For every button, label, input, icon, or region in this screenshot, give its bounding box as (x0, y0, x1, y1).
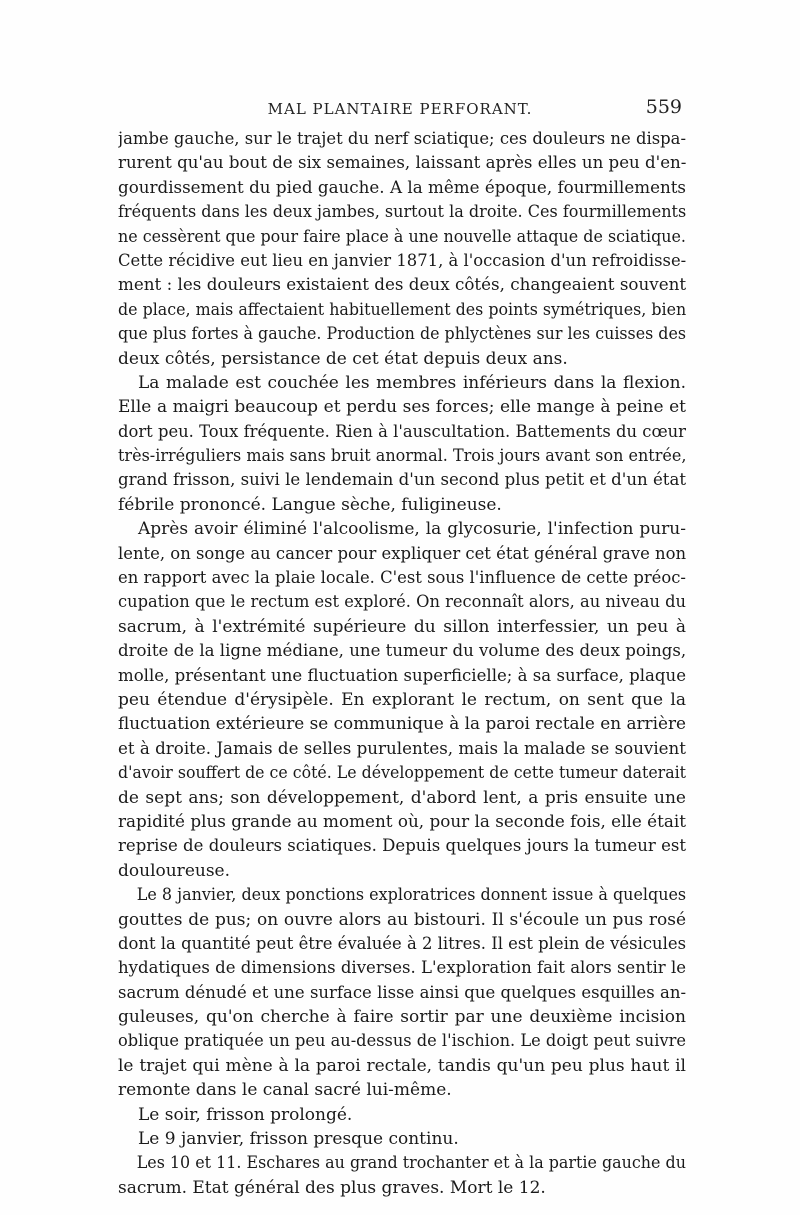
text-line: Le 9 janvier, frisson presque continu. (138, 1129, 459, 1150)
text-line: sacrum dénudé et une surface lisse ainsi que quelques esquilles an- (118, 982, 687, 1003)
text-line: rapidité plus grande au moment où, pour la seconde fois, elle était (118, 811, 686, 832)
text-line: très-irréguliers mais sans bruit anormal. Trois jours avant son entrée, (118, 446, 687, 467)
text-line: lente, on songe au cancer pour expliquer cet état général grave non (118, 543, 687, 564)
text-line: gourdissement du pied gauche. A la même époque, fourmillements (118, 177, 687, 198)
text-line: ment : les douleurs existaient des deux côtés, changeaient souvent (118, 275, 686, 296)
text-line: de place, mais affectaient habituellement des points symétriques, bien (118, 299, 687, 320)
text-line: sacrum, à l'extrémité supérieure du sillon interfessier, un peu à (118, 616, 686, 637)
text-line: dort peu. Toux fréquente. Rien à l'auscultation. Battements du cœur (118, 421, 686, 442)
text-line: sacrum. Etat général des plus graves. Mort le 12. (118, 1177, 546, 1198)
text-line: remonte dans le canal sacré lui-même. (118, 1080, 452, 1101)
text-line: que plus fortes à gauche. Production de phlyctènes sur les cuisses des (118, 324, 686, 345)
text-line: d'avoir souffert de ce côté. Le développement de cette tumeur daterait (118, 763, 686, 784)
page-number: 559 (645, 96, 682, 118)
text-line: gouttes de pus; on ouvre alors au bistouri. Il s'écoule un pus rosé (118, 909, 686, 930)
text-line: oblique pratiquée un peu au-dessus de l'ischion. Le doigt peut suivre (118, 1031, 686, 1052)
text-line: deux côtés, persistance de cet état depuis deux ans. (118, 348, 568, 369)
text-line: reprise de douleurs sciatiques. Depuis quelques jours la tumeur est (118, 836, 686, 857)
text-line: molle, présentant une fluctuation superficielle; à sa surface, plaque (118, 665, 687, 686)
running-title: MAL PLANTAIRE PERFORANT. (267, 100, 533, 118)
text-line: fréquents dans les deux jambes, surtout la droite. Ces fourmillements (118, 202, 686, 223)
text-line: Après avoir éliminé l'alcoolisme, la glycosurie, l'infection puru- (138, 519, 686, 540)
text-line: jambe gauche, sur le trajet du nerf sciatique; ces douleurs ne dispa- (118, 129, 687, 149)
text-line: peu étendue d'érysipèle. En explorant le rectum, on sent que la (118, 689, 686, 710)
text-line: Le 8 janvier, deux ponctions exploratrices donnent issue à quelques (136, 885, 686, 906)
text-line: hydatiques de dimensions diverses. L'exploration fait alors sentir le (118, 958, 686, 979)
text-line: cupation que le rectum est exploré. On reconnaît alors, au niveau du (118, 592, 686, 613)
text-line: le trajet qui mène à la paroi rectale, tandis qu'un peu plus haut il (118, 1055, 686, 1076)
text-line: Elle a maigri beaucoup et perdu ses forces; elle mange à peine et (118, 397, 686, 418)
text-line: grand frisson, suivi le lendemain d'un second plus petit et d'un état (118, 470, 686, 491)
running-head (118, 96, 682, 122)
text-line: droite de la ligne médiane, une tumeur du volume des deux poings, (118, 641, 686, 662)
text-line: guleuses, qu'on cherche à faire sortir par une deuxième incision (118, 1007, 686, 1028)
text-line: Cette récidive eut lieu en janvier 1871, à l'occasion d'un refroidisse- (118, 250, 686, 271)
text-line: de sept ans; son développement, d'abord lent, a pris ensuite une (118, 787, 686, 808)
text-line: fébrile prononcé. Langue sèche, fuligineuse. (118, 494, 502, 515)
text-line: ne cessèrent que pour faire place à une nouvelle attaque de sciatique. (118, 226, 686, 247)
body-text (118, 127, 686, 1200)
text-line: douloureuse. (118, 860, 231, 881)
text-line: fluctuation extérieure se communique à la paroi rectale en arrière (118, 714, 687, 735)
text-line: dont la quantité peut être évaluée à 2 litres. Il est plein de vésicules (118, 933, 687, 954)
text-line: et à droite. Jamais de selles purulentes, mais la malade se souvient (118, 738, 686, 759)
text-line: rurent qu'au bout de six semaines, laissant après elles un peu d'en- (118, 153, 686, 174)
text-line: Le soir, frisson prolongé. (138, 1104, 353, 1125)
text-line: La malade est couchée les membres inférieurs dans la flexion. (138, 372, 686, 393)
text-line: en rapport avec la plaie locale. C'est sous l'influence de cette préoc- (118, 568, 686, 589)
text-line: Les 10 et 11. Eschares au grand trochanter et à la partie gauche du (136, 1153, 686, 1174)
